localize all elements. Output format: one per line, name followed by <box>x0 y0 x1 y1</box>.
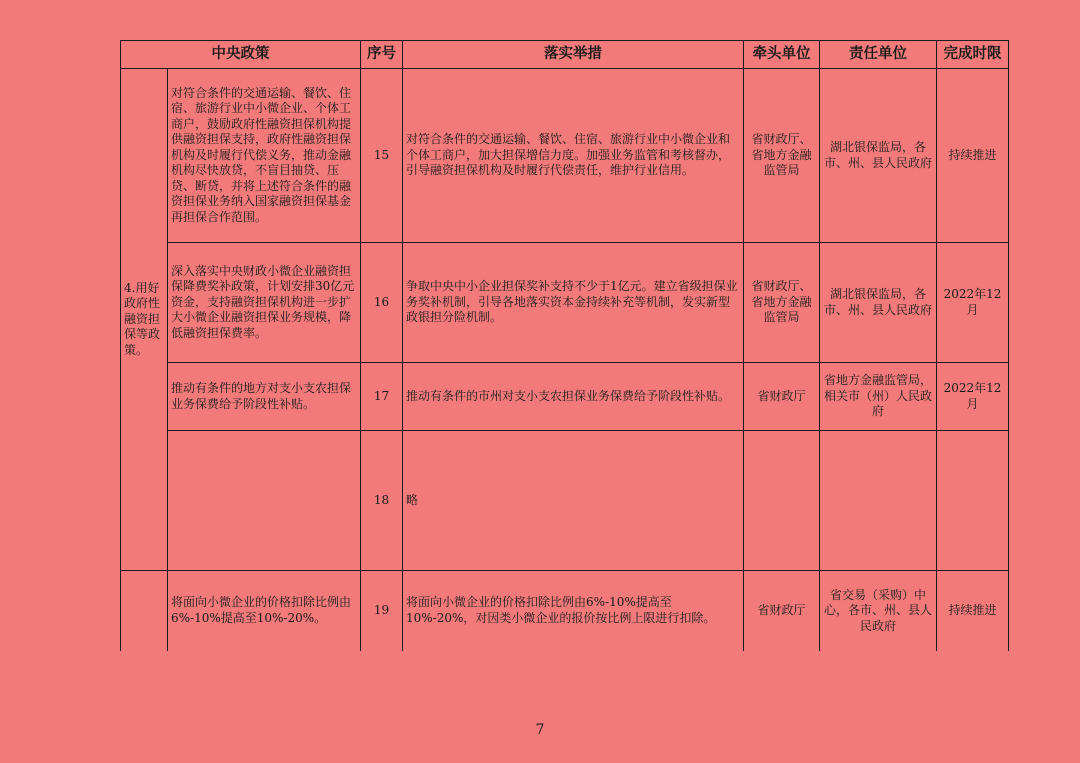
lead-unit-cell: 省财政厅、省地方金融监管局 <box>744 69 820 243</box>
policy-cell: 深入落实中央财政小微企业融资担保降费奖补政策，计划安排30亿元资金，支持融资担保机构进一步扩大小微企业融资担保业务规模，降低融资担保费率。 <box>168 243 361 363</box>
policy-category-cell <box>121 571 168 651</box>
serial-number-cell: 16 <box>361 243 403 363</box>
lead-unit-cell <box>744 431 820 571</box>
serial-number-cell: 17 <box>361 363 403 431</box>
header-serial-number: 序号 <box>361 41 403 69</box>
deadline-cell: 2022年12月 <box>937 363 1009 431</box>
deadline-cell: 2022年12月 <box>937 243 1009 363</box>
measure-cell: 将面向小微企业的价格扣除比例由6%-10%提高至10%-20%，对因类小微企业的报价按比例上限进行扣除。 <box>403 571 744 651</box>
serial-number-cell: 15 <box>361 69 403 243</box>
responsible-unit-cell <box>820 431 937 571</box>
header-measures: 落实举措 <box>403 41 744 69</box>
header-deadline: 完成时限 <box>937 41 1009 69</box>
table-row <box>121 363 1009 431</box>
responsible-unit-cell: 湖北银保监局，各市、州、县人民政府 <box>820 243 937 363</box>
measure-cell: 推动有条件的市州对支小支农担保业务保费给予阶段性补贴。 <box>403 363 744 431</box>
policy-cell: 将面向小微企业的价格扣除比例由6%-10%提高至10%-20%。 <box>168 571 361 651</box>
table-header-row <box>121 41 1009 69</box>
serial-number-cell: 18 <box>361 431 403 571</box>
measure-cell: 争取中央中小企业担保奖补支持不少于1亿元。建立省级担保业务奖补机制，引导各地落实资本金持续补充等机制，发实新型政银担分险机制。 <box>403 243 744 363</box>
measure-cell: 略 <box>403 431 744 571</box>
lead-unit-cell: 省财政厅 <box>744 363 820 431</box>
table-row <box>121 431 1009 571</box>
policy-table <box>120 40 1009 651</box>
deadline-cell <box>937 431 1009 571</box>
lead-unit-cell: 省财政厅、省地方金融监管局 <box>744 243 820 363</box>
measure-cell: 对符合条件的交通运输、餐饮、住宿、旅游行业中小微企业和个体工商户，加大担保增信力度。加强业务监管和考核督办，引导融资担保机构及时履行代偿责任，维护行业信用。 <box>403 69 744 243</box>
deadline-cell: 持续推进 <box>937 69 1009 243</box>
page-number: 7 <box>535 722 545 738</box>
policy-category-cell: 4.用好政府性融资担保等政策。 <box>121 69 168 571</box>
responsible-unit-cell: 省地方金融监管局，相关市（州）人民政府 <box>820 363 937 431</box>
policy-cell: 推动有条件的地方对支小支农担保业务保费给予阶段性补贴。 <box>168 363 361 431</box>
policy-cell <box>168 431 361 571</box>
policy-cell: 对符合条件的交通运输、餐饮、住宿、旅游行业中小微企业、个体工商户，鼓励政府性融资担保机构提供融资担保支持，政府性融资担保机构及时履行代偿义务，推动金融机构尽快放贷，不盲目抽贷、压贷、断贷，并将上述符合条件的融资担保业务纳入国家融资担保基金再担保合作范围。 <box>168 69 361 243</box>
deadline-cell: 持续推进 <box>937 571 1009 651</box>
table-row <box>121 69 1009 243</box>
header-lead-unit: 牵头单位 <box>744 41 820 69</box>
serial-number-cell: 19 <box>361 571 403 651</box>
table-row <box>121 571 1009 651</box>
responsible-unit-cell: 省交易（采购）中心，各市、州、县人民政府 <box>820 571 937 651</box>
header-central-policy: 中央政策 <box>121 41 361 69</box>
header-responsible-unit: 责任单位 <box>820 41 937 69</box>
responsible-unit-cell: 湖北银保监局，各市、州、县人民政府 <box>820 69 937 243</box>
table-row <box>121 243 1009 363</box>
lead-unit-cell: 省财政厅 <box>744 571 820 651</box>
